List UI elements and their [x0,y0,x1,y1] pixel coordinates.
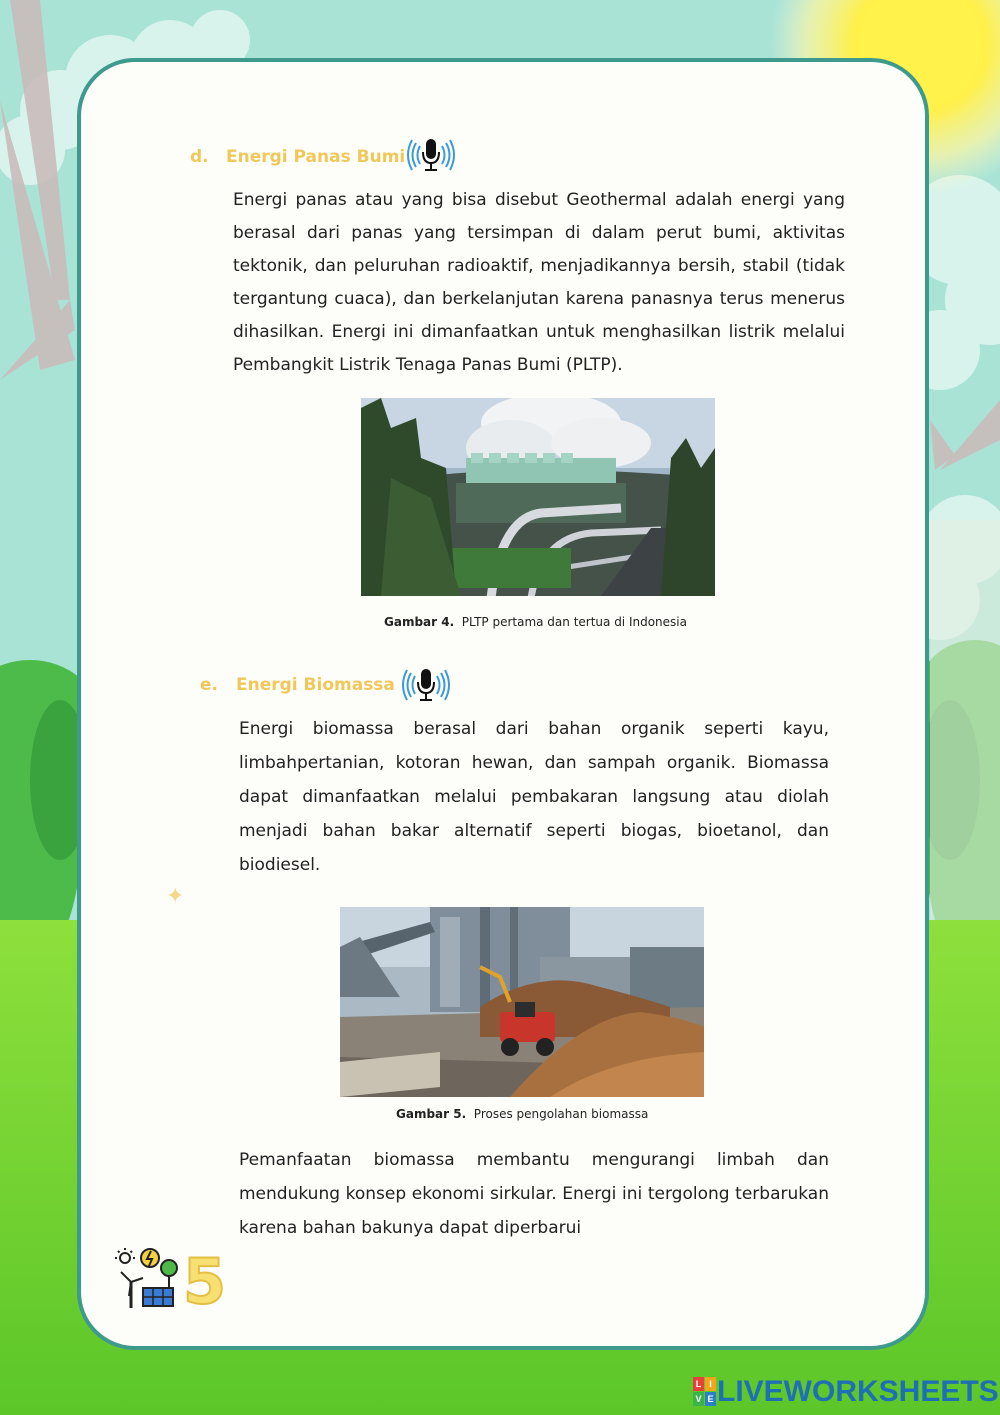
section-e-heading [200,675,395,695]
watermark-badge-letter: E [707,1394,714,1404]
liveworksheets-watermark[interactable] [693,1375,999,1409]
microphone-audio-icon[interactable] [406,137,456,173]
section-d-letter: d. [190,147,209,167]
biomass-processing-photo [340,907,704,1097]
section-e-title: Energi Biomassa [236,675,395,695]
figure-5-text: Proses pengolahan biomassa [473,1107,649,1121]
geothermal-plant-photo [361,398,715,596]
watermark-badge-letter: I [709,1379,712,1389]
figure-4-text: PLTP pertama dan tertua di Indonesia [461,615,687,629]
liveworksheets-logo-icon [693,1377,717,1407]
microphone-audio-icon[interactable] [401,667,451,703]
closing-paragraph: Pemanfaatan biomassa membantu mengurangi limbah dan mendukung konsep ekonomi sirkular. Energi ini tergolong terbarukan karena bahan bakunya dapat diperbarui [239,1150,829,1238]
figure-5-caption [396,1107,648,1121]
watermark-badge-letter: L [695,1379,702,1389]
section-d-heading [190,147,405,167]
figure-4-label: Gambar 4. [384,615,455,629]
figure-5-label: Gambar 5. [396,1107,467,1121]
sparkle-icon: ✦ [166,884,185,909]
page-number: 5 [183,1245,227,1318]
figure-4-caption [384,615,687,629]
watermark-badge-letter: V [695,1394,702,1404]
section-e-paragraph: Energi biomassa berasal dari bahan organik seperti kayu, limbahpertanian, kotoran hewan, dan sampah organik. Biomassa dapat dimanfaatkan melalui pembakaran langsung atau diolah menjadi bahan bakar alternatif seperti biogas, bioetanol, dan biodiesel. [239,719,829,875]
renewable-energy-logo-icon [113,1246,181,1310]
section-e-letter: e. [200,675,218,695]
watermark-text: LIVEWORKSHEETS [717,1375,999,1408]
section-d-title: Energi Panas Bumi [226,147,406,167]
section-d-paragraph: Energi panas atau yang bisa disebut Geothermal adalah energi yang berasal dari panas yang tersimpan di dalam perut bumi, aktivitas tektonik, dan peluruhan radioaktif, menjadikannya bersih, stabil (tidak tergantung cuaca), dan berkelanjutan karena panasnya terus menerus dihasilkan. Energi ini dimanfaatkan untuk menghasilkan listrik melalui Pembangkit Listrik Tenaga Panas Bumi (PLTP). [233,190,845,375]
